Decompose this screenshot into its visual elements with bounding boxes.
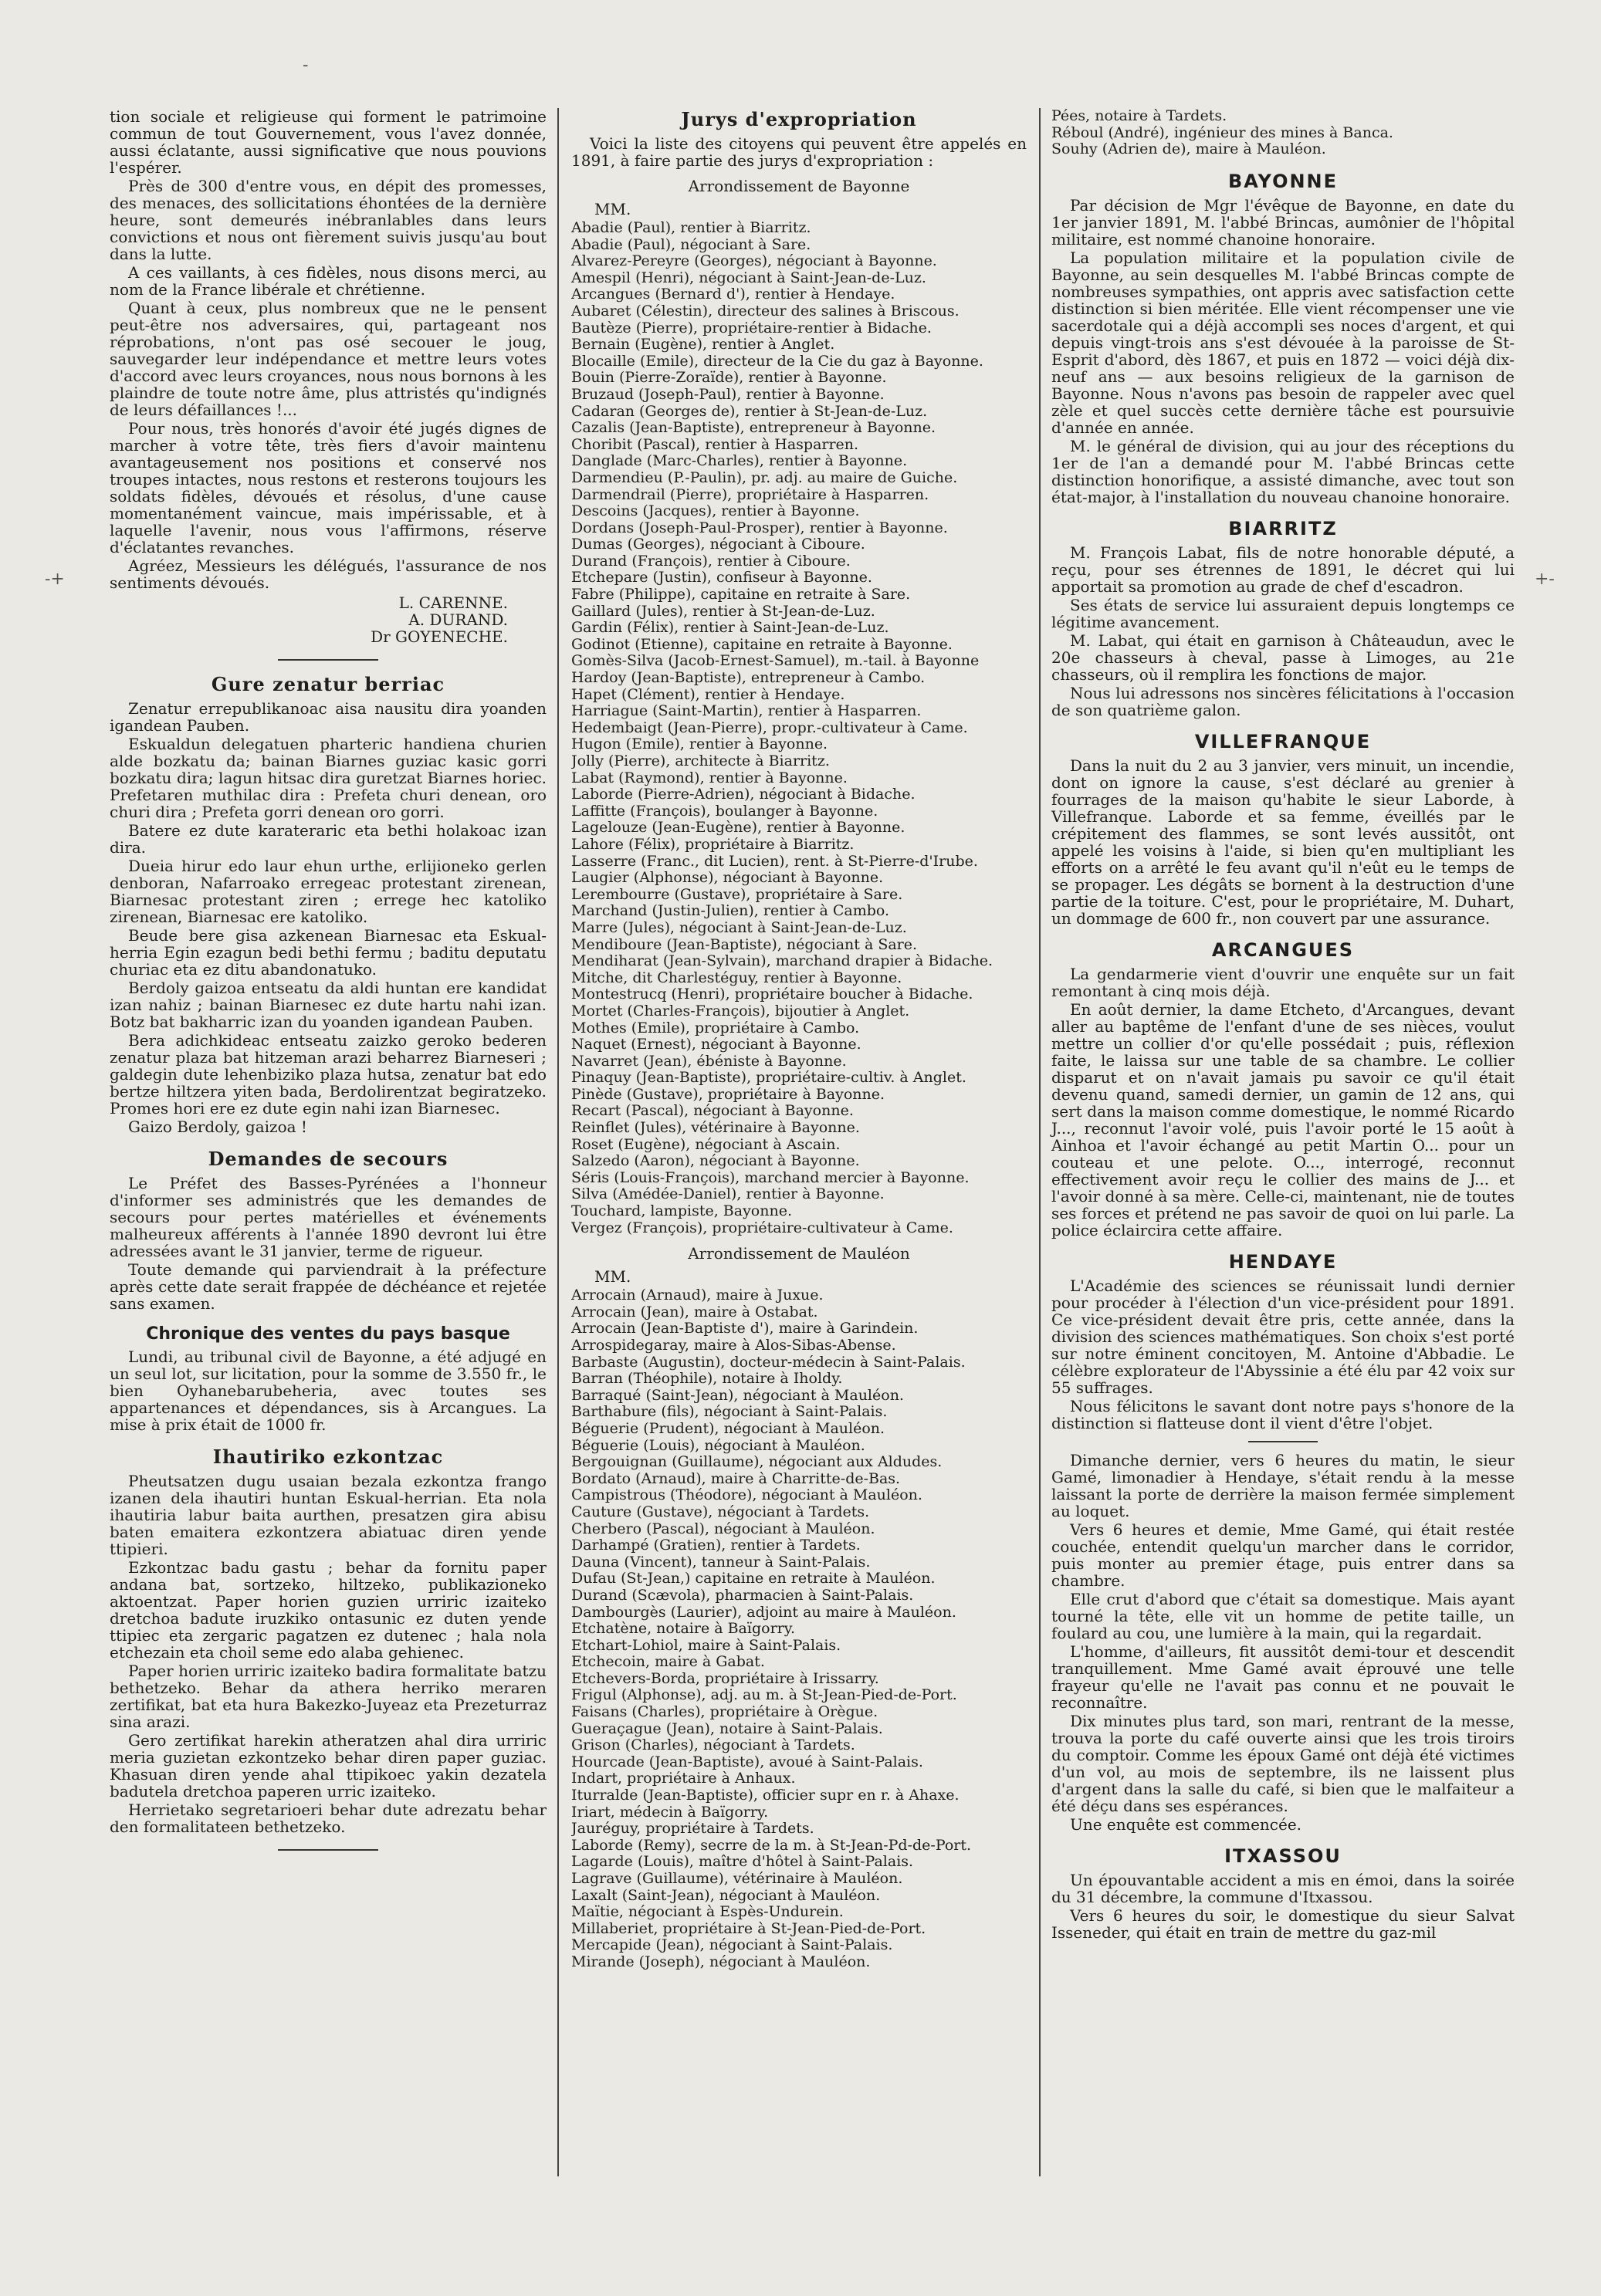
paragraph: Dans la nuit du 2 au 3 janvier, vers minuit, un incendie, dont on ignore la cause, s'est déclaré au grenier à fourrages de la maison qu'habite le sieur Laborde, à Villefranque. Laborde et sa femme, éveillés par le crépitement des flammes, se sont levés aussitôt, ont appelé les voisins à l'aide, si bien qu'en multipliant les efforts on a arrêté le feu avant qu'il n'eût eu le temps de se propager. Les dégâts se bornent à la destruction d'une partie de la toiture. C'est, pour le propriétaire, M. Duhart, un dommage de 600 fr., non couvert par une assurance. [1051, 756, 1515, 928]
list-entry: Laugier (Alphonse), négociant à Bayonne. [571, 870, 884, 887]
list-entry: Séris (Louis-François), marchand mercier à Bayonne. [571, 1169, 970, 1186]
list-entry: Mercapide (Jean), négociant à Saint-Palais. [571, 1937, 893, 1954]
list-entry: Mendiboure (Jean-Baptiste), négociant à Sare. [571, 936, 918, 953]
list-entry: Arrocain (Arnaud), maire à Juxue. [571, 1287, 824, 1304]
list-entry: Bergouignan (Guillaume), négociant aux Aldudes. [571, 1454, 943, 1471]
column-middle [571, 108, 1027, 1971]
list-entry: Bernain (Eugène), rentier à Anglet. [571, 336, 835, 353]
list-entry: Marre (Jules), négociant à Saint-Jean-de-Luz. [571, 919, 907, 936]
list-entry: Béguerie (Louis), négociant à Mauléon. [571, 1437, 865, 1454]
list-entry: Bautèze (Pierre), propriétaire-rentier à Bidache. [571, 320, 932, 336]
column-rule [557, 108, 559, 2176]
paragraph: Berdoly gaizoa entseatu da aldi huntan ere kandidat izan nahiz ; bainan Biarnesec ez dute hartu nahi izan. Botz bat bakharric izan du yoanden igandean Pauben. [110, 979, 547, 1031]
section-title-arcangues: ARCANGUES [1211, 938, 1355, 961]
paragraph: Nous lui adressons nos sincères félicitations à l'occasion de son quatrième galon. [1051, 683, 1515, 719]
list-entry: Navarret (Jean), ébéniste à Bayonne. [571, 1053, 847, 1070]
list-entry: Hapet (Clément), rentier à Hendaye. [571, 686, 845, 703]
section-title-biarritz: BIARRITZ [1228, 517, 1338, 539]
column-left [110, 108, 547, 1858]
list-entry: Mitche, dit Charlestéguy, rentier à Bayonne. [571, 969, 902, 986]
list-entry: Harriague (Saint-Martin), rentier à Hasparren. [571, 703, 922, 720]
juror-list-bayonne [571, 220, 1027, 1236]
margin-mark: +- [1535, 570, 1555, 589]
mm-label: MM. [594, 200, 631, 218]
paragraph: M. le général de division, qui au jour des réceptions du 1er de l'an a demandé pour M. l'abbé Brincas cette distinction honorifique, a assisté dimanche, avec tout son état-major, à l'installation du nouveau chanoine honoraire. [1051, 436, 1515, 506]
list-entry: Hardoy (Jean-Baptiste), entrepreneur à Cambo. [571, 670, 926, 687]
juror-list-mauleon [571, 1287, 1027, 1970]
list-entry: Pinaquy (Jean-Baptiste), propriétaire-cultiv. à Anglet. [571, 1070, 966, 1087]
column-rule [1039, 108, 1041, 2176]
list-entry: Maïtie, négociant à Espès-Undurein. [571, 1904, 844, 1921]
list-entry: Darmendrail (Pierre), propriétaire à Hasparren. [571, 486, 929, 503]
paragraph: Bera adichkideac entseatu zaizko geroko bederen zenatur plaza bat hitzeman arazi beharrez Biarneseri ; galdegin dute lehenbiziko plaza hutsa, zenatur bat edo bertze hiltzera yiten bada, Berdolirentzat begiratzeko. Promes hori ere ez dute egin nahi izan Biarnesec. [110, 1031, 547, 1118]
list-entry: Etchecoin, maire à Gabat. [571, 1654, 765, 1671]
list-entry: Etchevers-Borda, propriétaire à Irissarry. [571, 1670, 879, 1687]
paragraph: Dix minutes plus tard, son mari, rentrant de la messe, trouva la porte du café ouverte ainsi que les trois tiroirs du comptoir. Comme les époux Gamé ont déjà été victimes d'un vol, au mois de septembre, ils ne laissent plus d'argent dans la salle du café, si bien que le malfaiteur a été déçu dans ses espérances. [1051, 1711, 1515, 1815]
list-entry: Etchart-Lohiol, maire à Saint-Palais. [571, 1637, 841, 1654]
list-entry: Reinflet (Jules), vétérinaire à Bayonne. [571, 1120, 860, 1137]
list-entry: Bordato (Arnaud), maire à Charritte-de-Bas. [571, 1470, 901, 1487]
list-entry: Campistrous (Théodore), négociant à Mauléon. [571, 1487, 922, 1504]
paragraph: A ces vaillants, à ces fidèles, nous disons merci, au nom de la France libérale et chrétienne. [110, 263, 547, 299]
list-entry: Darhampé (Gratien), rentier à Tardets. [571, 1537, 861, 1554]
paragraph: Une enquête est commencée. [1070, 1814, 1302, 1834]
page-mark: - [303, 56, 309, 75]
list-entry: Cauture (Gustave), négociant à Tardets. [571, 1503, 870, 1520]
list-entry: Réboul (André), ingénieur des mines à Banca. [1051, 124, 1393, 141]
paragraph: Vers 6 heures et demie, Mme Gamé, qui était restée couchée, entendit quelqu'un marcher dans le corridor, puis monter au premier étage, puis entrer dans sa chambre. [1051, 1520, 1515, 1590]
paragraph: tion sociale et religieuse qui forment le patrimoine commun de tout Gouvernement, vous l'avez donnée, aussi éclatante, aussi significative que nous pouvions l'espérer. [110, 107, 547, 177]
list-entry: Béguerie (Prudent), négociant à Mauléon. [571, 1420, 885, 1437]
list-entry: Touchard, lampiste, Bayonne. [571, 1203, 792, 1220]
list-entry: Souhy (Adrien de), maire à Mauléon. [1051, 141, 1326, 158]
list-entry: Etchepare (Justin), confiseur à Bayonne. [571, 570, 872, 587]
list-entry: Dufau (St-Jean,) capitaine en retraite à Mauléon. [571, 1571, 936, 1588]
list-entry: Alvarez-Pereyre (Georges), négociant à Bayonne. [571, 253, 937, 270]
list-entry: Cadaran (Georges de), rentier à St-Jean-de-Luz. [571, 403, 928, 420]
paragraph: Nous félicitons le savant dont notre pays s'honore de la distinction si flatteuse dont il vient d'être l'objet. [1051, 1396, 1515, 1432]
mm-label: MM. [594, 1267, 631, 1287]
list-entry: Cazalis (Jean-Baptiste), entrepreneur à Bayonne. [571, 420, 936, 437]
list-entry: Barthabure (fils), négociant à Saint-Palais. [571, 1404, 888, 1421]
paragraph: Le Préfet des Basses-Pyrénées a l'honneur d'informer ses administrés que les demandes de secours pour pertes matérielles et événements malheureux afférents à l'année 1890 devront lui être adressées avant le 31 janvier, terme de rigueur. [110, 1174, 547, 1260]
juror-list-continued [1051, 108, 1515, 158]
list-entry: Dambourgès (Laurier), adjoint au maire à Mauléon. [571, 1604, 956, 1621]
list-entry: Roset (Eugène), négociant à Ascain. [571, 1136, 841, 1153]
list-entry: Arrocain (Jean), maire à Ostabat. [571, 1304, 818, 1320]
list-entry: Marchand (Justin-Julien), rentier à Cambo. [571, 903, 890, 920]
list-entry: Vergez (François), propriétaire-cultivateur à Came. [571, 1219, 953, 1236]
list-entry: Mothes (Emile), propriétaire à Cambo. [571, 1020, 860, 1036]
paragraph: Elle crut d'abord que c'était sa domestique. Mais ayant tourné la tête, elle vit un homme de petite taille, un foulard au cou, une lumière à la main, qui la regardait. [1051, 1589, 1515, 1642]
column-right [1051, 108, 1515, 1943]
paragraph: Toute demande qui parviendrait à la préfecture après cette date serait frappée de déchéance et rejetée sans examen. [110, 1260, 547, 1313]
paragraph: Près de 300 d'entre vous, en dépit des promesses, des menaces, des sollicitations éhontées de la dernière heure, sont demeurés inébranlables dans leurs convictions et nous ont fièrement suivis jusqu'au bout dans la lutte. [110, 177, 547, 263]
list-entry: Fabre (Philippe), capitaine en retraite à Sare. [571, 587, 911, 604]
section-title-gure-zenatur: Gure zenatur berriac [211, 673, 445, 695]
section-title-villefranque: VILLEFRANQUE [1194, 730, 1372, 752]
paragraph: En août dernier, la dame Etcheto, d'Arcangues, devant aller au baptême de l'enfant d'une de ses nièces, voulut mettre un collier d'or qu'elle possédait ; puis, réflexion faite, le laissa sur une table de sa chambre. Le collier disparut et on n'avait jamais pu savoir ce qu'il était devenu quand, samedi dernier, un gamin de 12 ans, qui sert dans la maison comme domestique, le nommé Ricardo J..., reconnut l'avoir volé, puis l'avoir porté le 15 août à Ainhoa et l'avoir échangé au petit Martin O... pour un couteau et une pelote. O..., interrogé, reconnut effectivement avoir reçu le collier des mains de J... et l'avoir donné à sa mère. Celle-ci, maintenant, nie de toutes ses forces et prétend ne pas savoir de quoi on lui parle. La police éclaircira cette affaire. [1051, 999, 1515, 1239]
list-entry: Darmendieu (P.-Paulin), pr. adj. au maire de Guiche. [571, 469, 958, 486]
paragraph: Vers 6 heures du soir, le domestique du sieur Salvat Isseneder, qui était en train de mettre du gaz-mil [1051, 1905, 1515, 1942]
list-entry: Bruzaud (Joseph-Paul), rentier à Bayonne. [571, 386, 885, 403]
list-entry: Salzedo (Aaron), négociant à Bayonne. [571, 1153, 860, 1170]
list-entry: Durand (François), rentier à Ciboure. [571, 553, 851, 570]
paragraph: La population militaire et la population civile de Bayonne, au sein desquelles M. l'abbé Brincas compte de nombreuses sympathies, ont appris avec satisfaction cette distinction si bien méritée. Elle vient récompenser une vie sacerdotale qui a déjà accompli ses noces d'argent, et qui depuis vingt-trois ans s'est dévouée à la paroisse de St-Esprit d'abord, dès 1867, et puis en 1872 — voici déjà dix-neuf ans — aux besoins religieux de la garnison de Bayonne. Nous n'avons pas besoin de rappeler avec quel zèle et quel succès cette dernière tâche est poursuivie d'année en année. [1051, 248, 1515, 437]
list-entry: Silva (Amédée-Daniel), rentier à Bayonne. [571, 1186, 885, 1203]
signature: Dr GOYENECHE. [371, 627, 508, 646]
list-entry: Iriart, médecin à Baïgorry. [571, 1804, 769, 1821]
subsection-title-mauleon: Arrondissement de Mauléon [688, 1244, 910, 1263]
list-entry: Lerembourre (Gustave), propriétaire à Sare. [571, 886, 903, 903]
list-entry: Bouin (Pierre-Zoraïde), rentier à Bayonne. [571, 370, 887, 387]
signature: A. DURAND. [408, 610, 508, 629]
list-entry: Amespil (Henri), négociant à Saint-Jean-de-Luz. [571, 269, 926, 286]
list-entry: Hourcade (Jean-Baptiste), avoué à Saint-Palais. [571, 1753, 923, 1770]
list-entry: Descoins (Jacques), rentier à Bayonne. [571, 503, 860, 520]
list-entry: Hugon (Emile), rentier à Bayonne. [571, 736, 828, 753]
list-entry: Barbaste (Augustin), docteur-médecin à Saint-Palais. [571, 1354, 966, 1371]
paragraph: Eskualdun delegatuen pharteric handiena churien alde bozkatu da; bainan Biarnes guziac kasic gorri bozkatu dira; lagun hitsac dira guretzat Biarnes horiec. Prefetaren muthilac dira : Prefeta churi denean, oro churi dira ; Prefeta gorri denean oro gorri. [110, 735, 547, 821]
paragraph: M. Labat, qui était en garnison à Châteaudun, avec le 20e chasseurs à cheval, passe à Limoges, au 21e chasseurs, où il remplira les fonctions de major. [1051, 631, 1515, 684]
list-entry: Dordans (Joseph-Paul-Prosper), rentier à Bayonne. [571, 519, 948, 536]
paragraph: Gaizo Berdoly, gaizoa ! [128, 1118, 307, 1136]
paragraph: Paper horien urriric izaiteko badira formalitate batzu bethetzeko. Behar da athera herriko meraren zertifikat, bat eta hura Bakezko-Juyeaz eta Prezeturraz sina arazi. [110, 1662, 547, 1731]
list-entry: Faisans (Charles), propriétaire à Orègue. [571, 1704, 878, 1721]
list-entry: Mendiharat (Jean-Sylvain), marchand drapier à Bidache. [571, 953, 993, 970]
list-entry: Indart, propriétaire à Anhaux. [571, 1770, 796, 1787]
list-entry: Dumas (Georges), négociant à Ciboure. [571, 536, 865, 553]
list-entry: Laffitte (François), boulanger à Bayonne. [571, 803, 878, 820]
margin-mark: -+ [45, 570, 65, 589]
list-entry: Pinède (Gustave), propriétaire à Bayonne. [571, 1086, 885, 1103]
paragraph: Agréez, Messieurs les délégués, l'assurance de nos sentiments dévoués. [110, 556, 547, 592]
list-entry: Hedembaigt (Jean-Pierre), propr.-cultivateur à Came. [571, 719, 968, 736]
paragraph: Herrietako segretarioeri behar dute adrezatu behar den formalitateen bethetzeko. [110, 1801, 547, 1836]
list-entry: Gomès-Silva (Jacob-Ernest-Samuel), m.-tail. à Bayonne [571, 653, 980, 670]
section-title-jurys: Jurys d'expropriation [681, 108, 917, 130]
paragraph: Dueia hirur edo laur ehun urthe, erlijioneko gerlen denboran, Nafarroako erregeac protestant zirenean, Biarnesac protestant ziren ; errege hec katoliko zirenean, Biarnesac ere katoliko. [110, 857, 547, 926]
list-entry: Gueraçague (Jean), notaire à Saint-Palais. [571, 1720, 883, 1737]
list-entry: Durand (Scævola), pharmacien à Saint-Palais. [571, 1587, 914, 1604]
section-title-itxassou: ITXASSOU [1224, 1845, 1342, 1867]
paragraph: L'Académie des sciences se réunissait lundi dernier pour procéder à l'élection d'un vice-président pour 1891. Ce vice-président devait être pris, cette année, dans la division des sciences mathématiques. Son choix s'est porté sur notre éminent concitoyen, M. Antoine d'Abbadie. Le célèbre explorateur de l'Abyssinie a été élu par 42 voix sur 55 suffrages. [1051, 1276, 1515, 1397]
list-entry: Etchatène, notaire à Baïgorry. [571, 1621, 795, 1638]
list-entry: Barraqué (Saint-Jean), négociant à Mauléon. [571, 1387, 904, 1404]
list-entry: Lagarde (Louis), maître d'hôtel à Saint-Palais. [571, 1854, 914, 1871]
paragraph: Pour nous, très honorés d'avoir été jugés dignes de marcher à votre tête, très fiers d'avoir maintenu avantageusement nos positions et conservé nos troupes intactes, nous restons et resterons toujours les soldats fidèles, dévoués et résolus, d'une cause momentanément vaincue, mais impérissable, et à laquelle l'avenir, nous vous l'affirmons, réserve d'éclatantes revanches. [110, 419, 547, 556]
list-entry: Montestrucq (Henri), propriétaire boucher à Bidache. [571, 986, 973, 1003]
list-entry: Lagrave (Guillaume), vétérinaire à Mauléon. [571, 1871, 903, 1887]
list-entry: Danglade (Marc-Charles), rentier à Bayonne. [571, 453, 908, 470]
paragraph: La gendarmerie vient d'ouvrir une enquête sur un fait remontant à cinq mois déjà. [1051, 964, 1515, 1000]
section-title-hendaye: HENDAYE [1228, 1250, 1338, 1273]
paragraph: Par décision de Mgr l'évêque de Bayonne, en date du 1er janvier 1891, M. l'abbé Brincas, aumônier de l'hôpital militaire, est nommé chanoine honoraire. [1051, 195, 1515, 249]
list-entry: Abadie (Paul), rentier à Biarritz. [571, 220, 811, 236]
list-entry: Godinot (Etienne), capitaine en retraite à Bayonne. [571, 636, 953, 653]
section-title-chronique: Chronique des ventes du pays basque [146, 1324, 510, 1344]
paragraph: Gero zertifikat harekin atheratzen ahal dira urriric meria guzietan ezkontzeko behar diren paper guziac. Khasuan diren yende ahal ttipikoec yakin dezatela badutela dretchoa paperen urric izaiteko. [110, 1731, 547, 1801]
list-entry: Laborde (Remy), secrre de la m. à St-Jean-Pd-de-Port. [571, 1837, 972, 1854]
divider [1248, 1441, 1318, 1442]
list-entry: Naquet (Ernest), négociant à Bayonne. [571, 1036, 861, 1053]
list-entry: Mirande (Joseph), négociant à Mauléon. [571, 1953, 871, 1970]
list-entry: Laxalt (Saint-Jean), négociant à Mauléon. [571, 1887, 881, 1904]
list-entry: Arrocain (Jean-Baptiste d'), maire à Garindein. [571, 1320, 919, 1337]
list-entry: Barran (Théophile), notaire à Iholdy. [571, 1371, 843, 1388]
list-entry: Abadie (Paul), négociant à Sare. [571, 236, 811, 253]
paragraph: Ezkontzac badu gastu ; behar da fornitu paper andana bat, sortzeko, hiltzeko, publikazioneko aktoentzat. Paper horien guzien urriric izaiteko dretchoa badute iruzkiko ontasunic ez duten yende ttipiec eta zergaric pagatzen ez dutenec ; hala nola etchezain eta choil seme edo alaba gehienec. [110, 1558, 547, 1662]
list-entry: Labat (Raymond), rentier à Bayonne. [571, 769, 848, 786]
signature: L. CARENNE. [398, 593, 508, 612]
list-entry: Arrospidegaray, maire à Alos-Sibas-Abense. [571, 1337, 896, 1354]
section-title-bayonne: BAYONNE [1227, 170, 1339, 192]
list-entry: Laborde (Pierre-Adrien), négociant à Bidache. [571, 786, 916, 803]
paragraph: Voici la liste des citoyens qui peuvent être appelés en 1891, à faire partie des jurys d'expropriation : [571, 134, 1027, 170]
paragraph: Ses états de service lui assuraient depuis longtemps ce légitime avancement. [1051, 595, 1515, 631]
divider [278, 1849, 378, 1851]
section-title-demandes-secours: Demandes de secours [208, 1148, 448, 1170]
list-entry: Gardin (Félix), rentier à Saint-Jean-de-Luz. [571, 620, 889, 637]
list-entry: Millaberiet, propriétaire à St-Jean-Pied-de-Port. [571, 1920, 926, 1937]
paragraph: Batere ez dute karateraric eta bethi holakoac izan dira. [110, 821, 547, 857]
paragraph: Quant à ceux, plus nombreux que ne le pensent peut-être nos adversaires, qui, partageant nos réprobations, n'ont pas osé secouer le joug, sauvegarder leur indépendance et mettre leurs votes d'accord avec leurs croyances, nous nous bornons à les plaindre de toute notre âme, plus attristés qu'indignés de leurs défaillances !... [110, 299, 547, 419]
paragraph: M. François Labat, fils de notre honorable député, a reçu, pour ses étrennes de 1891, le décret qui lui apportait sa promotion au grade de chef d'escadron. [1051, 543, 1515, 596]
paragraph: Dimanche dernier, vers 6 heures du matin, le sieur Gamé, limonadier à Hendaye, s'était rendu à la messe laissant la porte de derrière la maison fermée simplement au loquet. [1051, 1450, 1515, 1520]
divider [278, 659, 378, 661]
paragraph: L'homme, d'ailleurs, fit aussitôt demi-tour et descendit tranquillement. Mme Gamé avait éprouvé une telle frayeur qu'elle ne l'avait pas connu et ne pouvait le reconnaître. [1051, 1642, 1515, 1712]
list-entry: Frigul (Alphonse), adj. au m. à St-Jean-Pied-de-Port. [571, 1687, 957, 1704]
list-entry: Mortet (Charles-François), bijoutier à Anglet. [571, 1003, 910, 1020]
list-entry: Grison (Charles), négociant à Tardets. [571, 1737, 855, 1754]
list-entry: Blocaille (Emile), directeur de la Cie du gaz à Bayonne. [571, 353, 983, 370]
paragraph: Un épouvantable accident a mis en émoi, dans la soirée du 31 décembre, la commune d'Itxassou. [1051, 1870, 1515, 1906]
letter-body [110, 108, 547, 591]
list-entry: Dauna (Vincent), tanneur à Saint-Palais. [571, 1554, 871, 1571]
subsection-title-bayonne: Arrondissement de Bayonne [688, 177, 910, 195]
list-entry: Lagelouze (Jean-Eugène), rentier à Bayonne. [571, 820, 905, 837]
paragraph: Beude bere gisa azkenean Biarnesac eta Eskual-herria Egin ezagun bedi bethi fermu ; baditu deputatu churiac eta ez ditu abandonatuko. [110, 926, 547, 979]
paragraph: Lundi, au tribunal civil de Bayonne, a été adjugé en un seul lot, sur licitation, pour la somme de 3.550 fr., le bien Oyhanebarubeheria, avec toutes ses appartenances et dépendances, sis à Arcangues. La mise à prix était de 1000 fr. [110, 1348, 547, 1434]
list-entry: Aubaret (Célestin), directeur des salines à Briscous. [571, 303, 960, 320]
list-entry: Lasserre (Franc., dit Lucien), rent. à St-Pierre-d'Irube. [571, 853, 978, 870]
list-entry: Jolly (Pierre), architecte à Biarritz. [571, 753, 830, 769]
list-entry: Iturralde (Jean-Baptiste), officier supr en r. à Ahaxe. [571, 1787, 960, 1804]
signatures [110, 594, 547, 645]
paragraph: Zenatur errepublikanoac aisa nausitu dira yoanden igandean Pauben. [110, 699, 547, 735]
list-entry: Gaillard (Jules), rentier à St-Jean-de-Luz. [571, 603, 875, 620]
list-entry: Choribit (Pascal), rentier à Hasparren. [571, 436, 859, 453]
list-entry: Lahore (Félix), propriétaire à Biarritz. [571, 836, 855, 853]
list-entry: Jauréguy, propriétaire à Tardets. [571, 1821, 814, 1838]
section-title-ihautiriko: Ihautiriko ezkontzac [212, 1446, 444, 1468]
list-entry: Cherbero (Pascal), négociant à Mauléon. [571, 1520, 875, 1537]
list-entry: Recart (Pascal), négociant à Bayonne. [571, 1103, 854, 1120]
list-entry: Pées, notaire à Tardets. [1051, 108, 1227, 124]
list-entry: Arcangues (Bernard d'), rentier à Hendaye. [571, 286, 895, 303]
paragraph: Pheutsatzen dugu usaian bezala ezkontza frango izanen dela ihautiri huntan Eskual-herrian. Eta nola ihautiria labur baita aurthen, presatzen gira abisu baten emaitera ezkontzera abiatuac diren yende ttipieri. [110, 1472, 547, 1558]
